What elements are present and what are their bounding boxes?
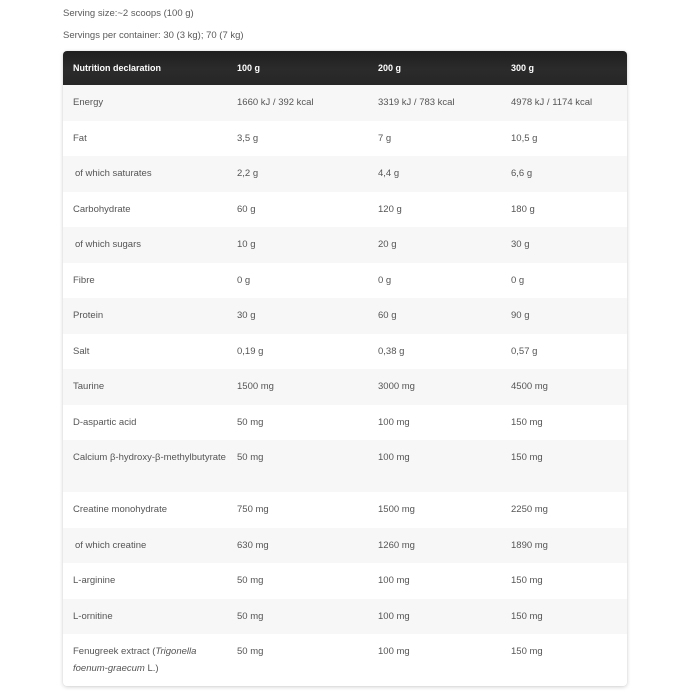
value-200g: 3319 kJ / 783 kcal [378, 97, 455, 108]
value-100g: 50 mg [237, 416, 264, 428]
value-200g: 3000 mg [378, 381, 415, 392]
serving-size-text: Serving size:~2 scoops (100 g) [63, 8, 194, 19]
value-300g: 30 g [511, 239, 530, 250]
table-row [63, 263, 627, 299]
nutrient-name [63, 634, 227, 686]
header-200g: 200 g [378, 63, 402, 73]
servings-per-container-text: Servings per container: 30 (3 kg); 70 (7 kg) [63, 30, 244, 41]
value-300g: 150 mg [511, 452, 543, 463]
value-200g: 1500 mg [378, 504, 415, 515]
value-200g: 100 mg [378, 452, 410, 463]
value-200g: 1260 mg [378, 539, 415, 551]
header-row [63, 51, 627, 85]
value-200g: 100 mg [378, 646, 410, 657]
table-row [63, 405, 627, 441]
value-100g: 10 g [237, 239, 256, 250]
nutrient-name-suffix: L.) [144, 663, 159, 674]
value-100g: 50 mg [237, 610, 264, 622]
value-100g: 630 mg [237, 539, 269, 551]
table-row [63, 192, 627, 228]
value-100g: 1500 mg [237, 381, 274, 392]
nutrient-name: L-arginine [73, 575, 116, 586]
value-200g: 100 mg [378, 416, 410, 428]
value-200g: 20 g [378, 239, 397, 250]
value-300g: 0,57 g [511, 345, 538, 357]
nutrient-name: of which creatine [75, 539, 147, 551]
nutrition-table [63, 51, 627, 686]
nutrient-name: D-aspartic acid [73, 416, 137, 428]
nutrient-name: of which saturates [75, 168, 152, 179]
value-200g: 4,4 g [378, 168, 400, 179]
nutrient-name: of which sugars [75, 239, 142, 250]
nutrient-name: Taurine [73, 381, 105, 392]
nutrition-table-container [63, 51, 627, 686]
value-300g: 150 mg [511, 575, 543, 586]
value-300g: 150 mg [511, 610, 543, 622]
nutrient-name: L-ornitine [73, 610, 113, 622]
value-200g: 0,38 g [378, 345, 405, 357]
value-100g: 0 g [237, 274, 251, 286]
table-row [63, 121, 627, 157]
table-row [63, 599, 627, 635]
nutrient-name: Calcium β-hydroxy-β-methylbutyrate [73, 452, 226, 463]
value-100g: 60 g [237, 203, 256, 215]
value-300g: 10,5 g [511, 132, 538, 144]
value-200g: 100 mg [378, 610, 410, 622]
table-row [63, 334, 627, 370]
value-300g: 6,6 g [511, 168, 533, 179]
value-100g: 2,2 g [237, 168, 259, 179]
value-300g: 4978 kJ / 1174 kcal [511, 97, 593, 108]
value-200g: 120 g [378, 203, 402, 215]
value-300g: 150 mg [511, 416, 543, 428]
value-200g: 7 g [378, 132, 392, 144]
table-row [63, 85, 627, 121]
value-300g: 90 g [511, 310, 530, 321]
header-300g: 300 g [511, 63, 535, 73]
value-300g: 180 g [511, 203, 535, 215]
nutrient-name-latin: Trigonella foenum-graecum [73, 646, 197, 674]
nutrient-name: Carbohydrate [73, 203, 131, 215]
nutrient-name: Fat [73, 132, 87, 144]
value-100g: 50 mg [237, 646, 264, 657]
value-100g: 0,19 g [237, 345, 264, 357]
value-100g: 30 g [237, 310, 256, 321]
table-row [63, 528, 627, 564]
value-300g: 2250 mg [511, 504, 548, 515]
nutrition-table-header [63, 51, 627, 85]
nutrient-name: Creatine monohydrate [73, 504, 167, 515]
table-row [63, 156, 627, 192]
value-200g: 60 g [378, 310, 397, 321]
nutrition-table-body [63, 85, 627, 686]
value-100g: 50 mg [237, 452, 264, 463]
header-nutrition-declaration: Nutrition declaration [73, 63, 162, 73]
table-row [63, 227, 627, 263]
nutrient-name: Salt [73, 345, 90, 357]
table-row [63, 563, 627, 599]
value-100g: 50 mg [237, 575, 264, 586]
value-100g: 750 mg [237, 504, 269, 515]
value-300g: 1890 mg [511, 539, 548, 551]
value-100g: 3,5 g [237, 132, 259, 144]
nutrient-name: Energy [73, 97, 104, 108]
nutrient-name: Protein [73, 310, 104, 321]
value-200g: 100 mg [378, 575, 410, 586]
nutrient-name: Fibre [73, 274, 95, 286]
table-row [63, 369, 627, 405]
table-row [63, 440, 627, 492]
value-300g: 0 g [511, 274, 525, 286]
header-100g: 100 g [237, 63, 261, 73]
table-row [63, 298, 627, 334]
value-300g: 4500 mg [511, 381, 548, 392]
table-row [63, 634, 627, 686]
value-100g: 1660 kJ / 392 kcal [237, 97, 314, 108]
value-300g: 150 mg [511, 646, 543, 657]
nutrient-name-prefix: Fenugreek extract ( [73, 646, 156, 657]
value-200g: 0 g [378, 274, 392, 286]
table-row [63, 492, 627, 528]
